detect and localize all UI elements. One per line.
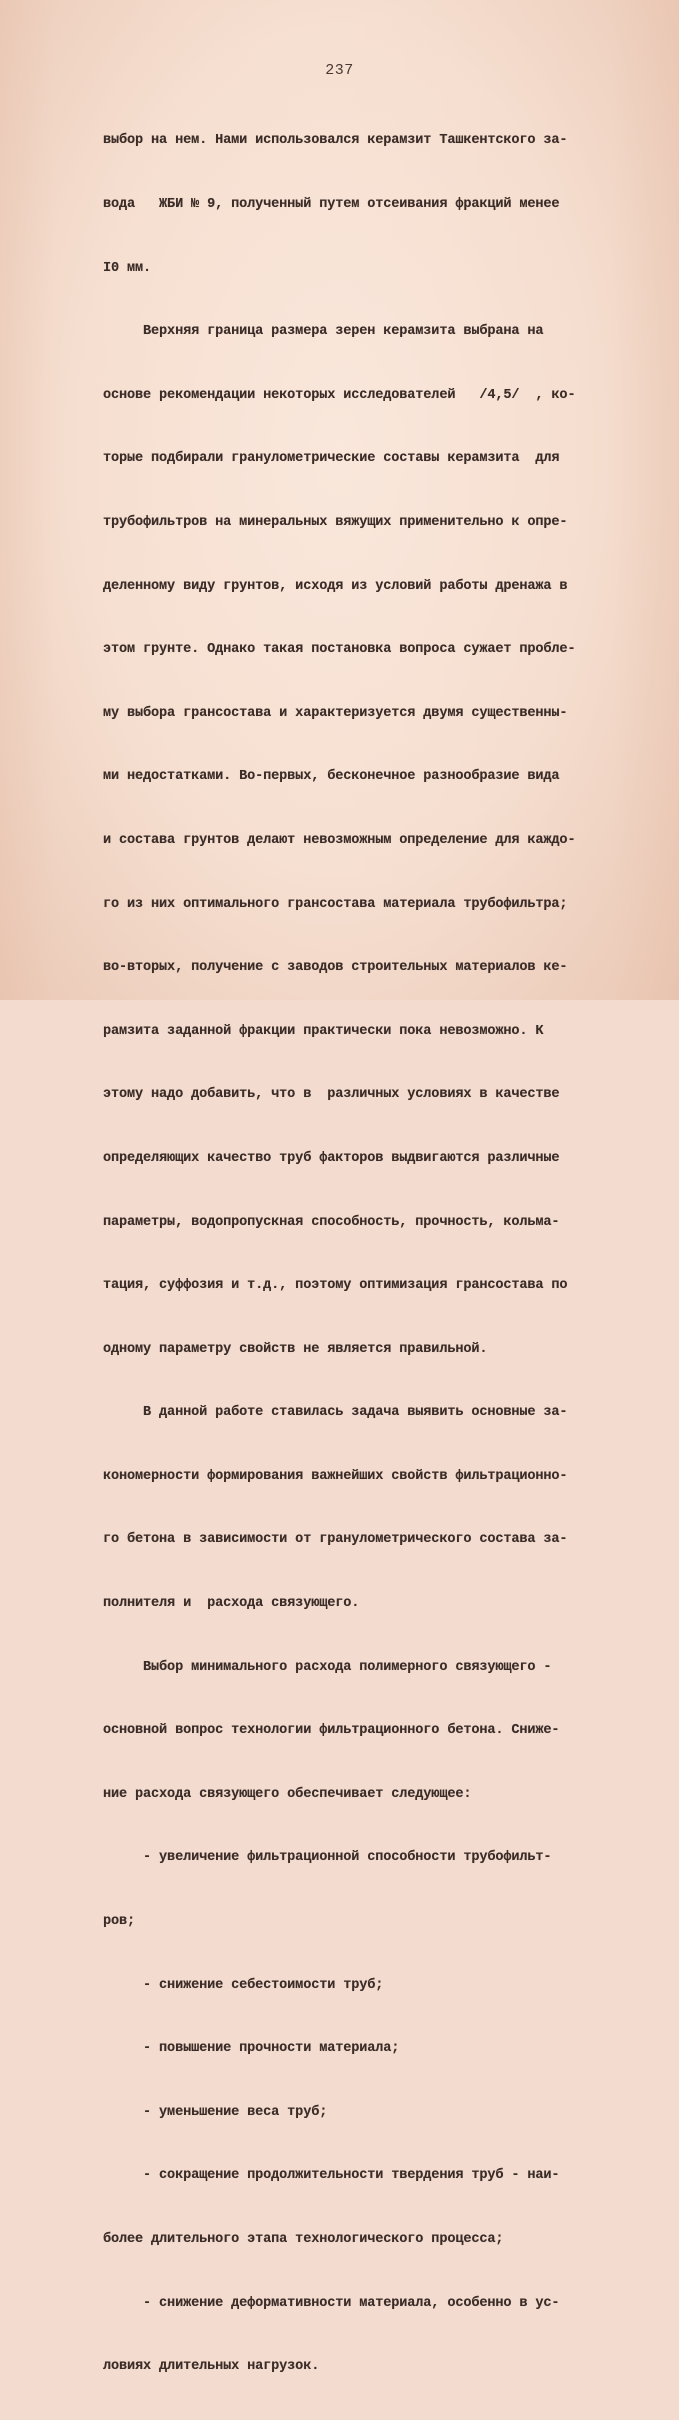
text-line: го из них оптимального грансостава материала трубофильтра; [103, 896, 568, 912]
body-text [103, 88, 603, 2420]
text-line: и состава грунтов делают невозможным определение для каждо- [103, 832, 576, 848]
text-line: определяющих качество труб факторов выдвигаются различные [103, 1150, 560, 1166]
page-number: 237 [325, 62, 354, 79]
text-line: - снижение деформативности материала, особенно в ус- [103, 2295, 560, 2311]
text-line: деленному виду грунтов, исходя из условий работы дренажа в [103, 578, 568, 594]
text-line: - увеличение фильтрационной способности трубофильт- [103, 1850, 552, 1866]
text-line: го бетона в зависимости от гранулометрического состава за- [103, 1532, 568, 1548]
text-line: ние расхода связующего обеспечивает следующее: [103, 1786, 472, 1802]
text-line: му выбора грансостава и характеризуется двумя существенны- [103, 705, 568, 721]
text-line: - сокращение продолжительности твердения труб - наи- [103, 2168, 560, 2184]
text-line: торые подбирали гранулометрические составы керамзита для [103, 451, 560, 467]
text-line: параметры, водопропускная способность, прочность, кольма- [103, 1214, 560, 1230]
text-line: - снижение себестоимости труб; [103, 1977, 384, 1993]
text-line: выбор на нем. Нами использовался керамзит Ташкентского за- [103, 133, 568, 149]
text-line: Верхняя граница размера зерен керамзита выбрана на [103, 324, 544, 340]
text-line: ров; [103, 1914, 136, 1930]
text-line: ми недостатками. Во-первых, бесконечное разнообразие вида [103, 769, 560, 785]
text-line: кономерности формирования важнейших свойств фильтрационно- [103, 1468, 568, 1484]
text-line: В данной работе ставилась задача выявить основные за- [103, 1405, 568, 1421]
text-line: тация, суффозия и т.д., поэтому оптимизация грансостава по [103, 1278, 568, 1294]
text-line: одному параметру свойств не является правильной. [103, 1341, 488, 1357]
text-line: полнителя и расхода связующего. [103, 1596, 360, 1612]
text-line: этом грунте. Однако такая постановка вопроса сужает пробле- [103, 642, 576, 658]
text-line: рамзита заданной фракции практически пока невозможно. К [103, 1023, 544, 1039]
text-line: основной вопрос технологии фильтрационного бетона. Сниже- [103, 1723, 560, 1739]
text-line: более длительного этапа технологического процесса; [103, 2232, 504, 2247]
text-line: этому надо добавить, что в различных условиях в качестве [103, 1087, 560, 1103]
text-line: основе рекомендации некоторых исследователей /4,5/ , ко- [103, 387, 576, 403]
text-line: ловиях длительных нагрузок. [103, 2359, 320, 2375]
text-line: трубофильтров на минеральных вяжущих применительно к опре- [103, 514, 568, 530]
text-line: Выбор минимального расхода полимерного связующего - [103, 1659, 552, 1675]
text-line: во-вторых, получение с заводов строительных материалов ке- [103, 960, 568, 976]
text-line: - повышение прочности материала; [103, 2041, 400, 2057]
text-line: вода ЖБИ № 9, полученный путем отсеивания фракций менее [103, 197, 560, 212]
text-line: I0 мм. [103, 260, 152, 276]
text-line: - уменьшение веса труб; [103, 2104, 328, 2120]
